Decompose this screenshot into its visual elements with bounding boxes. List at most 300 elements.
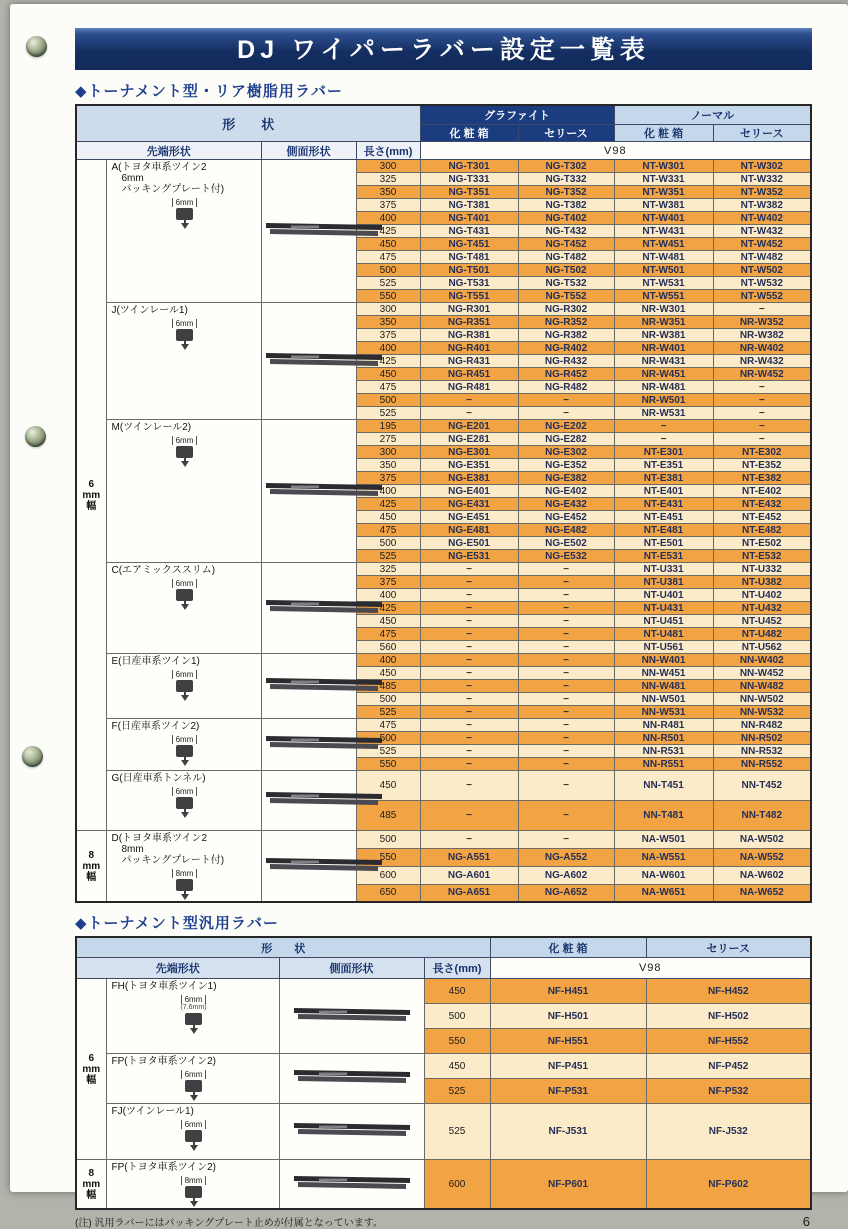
width-band-label	[76, 831, 106, 903]
part-number-cell: NG-R352	[518, 316, 614, 329]
side-profile-cell	[279, 1054, 424, 1104]
part-number-cell: NT-E352	[713, 459, 811, 472]
part-number-cell: NG-R432	[518, 355, 614, 368]
part-number-cell: NT-W482	[713, 251, 811, 264]
binder-hole	[26, 36, 47, 57]
part-number-cell: NN-W481	[614, 680, 713, 693]
tip-shape-inner	[108, 719, 260, 767]
part-number-cell: NT-E531	[614, 550, 713, 563]
length-cell: 500	[356, 264, 420, 277]
part-number-cell: NG-T452	[518, 238, 614, 251]
empty-cell: −	[713, 407, 811, 420]
tip-shape-cell	[106, 1104, 279, 1160]
part-number-cell: NF-H501	[490, 1004, 646, 1029]
length-cell: 450	[356, 771, 420, 801]
part-number-cell: NA-W501	[614, 831, 713, 849]
catalog-page	[10, 4, 848, 1229]
length-cell: 375	[356, 576, 420, 589]
empty-cell: −	[518, 641, 614, 654]
tip-shape-icon	[179, 995, 209, 1034]
arrow-down-icon	[181, 760, 189, 766]
part-number-cell: NG-R351	[420, 316, 518, 329]
part-number-cell: NG-E352	[518, 459, 614, 472]
part-number-cell: NG-E302	[518, 446, 614, 459]
blade-type-label-line: パッキングプレート付)	[111, 184, 225, 195]
width-band-label	[76, 160, 106, 831]
header-normal-box: 化 粧 箱	[614, 125, 713, 142]
part-number-cell: NN-R532	[713, 745, 811, 758]
length-cell: 450	[424, 1054, 490, 1079]
part-number-cell: NG-T382	[518, 199, 614, 212]
side-profile-image	[291, 1004, 413, 1024]
empty-cell: −	[713, 420, 811, 433]
part-number-cell: NG-T331	[420, 173, 518, 186]
blade-type-label-line: J(ツインレール1)	[111, 305, 188, 316]
band-label-line: 6	[88, 478, 95, 490]
width-band-label	[76, 1160, 106, 1210]
part-number-cell: NT-W332	[713, 173, 811, 186]
part-number-cell: NG-T332	[518, 173, 614, 186]
band-label-line: 8	[88, 849, 95, 861]
side-profile-cell	[261, 654, 356, 719]
part-number-cell: NG-E202	[518, 420, 614, 433]
blade-type-label	[112, 1162, 276, 1173]
tip-shape-inner	[108, 563, 260, 611]
part-number-cell: NN-W402	[713, 654, 811, 667]
length-cell: 275	[356, 433, 420, 446]
part-number-cell: NR-W451	[614, 368, 713, 381]
part-number-cell: NG-E301	[420, 446, 518, 459]
part-number-cell: NA-W552	[713, 848, 811, 866]
length-cell: 450	[356, 615, 420, 628]
tip-width-label: 6mm	[172, 579, 198, 588]
blade-type-label-line: パッキングプレート付)	[111, 855, 225, 866]
blade-type-label	[112, 833, 258, 866]
part-number-cell: NG-E282	[518, 433, 614, 446]
part-number-cell: NT-W502	[713, 264, 811, 277]
blade-type-label-line: E(日産車系ツイン1)	[111, 656, 200, 667]
part-number-cell: NT-E401	[614, 485, 713, 498]
length-cell: 195	[356, 420, 420, 433]
part-number-cell: NG-T352	[518, 186, 614, 199]
length-cell: 525	[356, 407, 420, 420]
binder-hole	[25, 426, 46, 447]
part-number-cell: NR-W481	[614, 381, 713, 394]
length-cell: 475	[356, 381, 420, 394]
header-tip-shape: 先端形状	[76, 142, 261, 160]
part-number-cell: NT-E381	[614, 472, 713, 485]
part-number-cell: NA-W602	[713, 866, 811, 884]
part-number-cell: NG-T351	[420, 186, 518, 199]
part-number-cell: NN-T452	[713, 771, 811, 801]
side-profile-image	[291, 1119, 413, 1139]
length-cell: 560	[356, 641, 420, 654]
part-number-cell: NN-R502	[713, 732, 811, 745]
tip-shape-inner	[108, 420, 260, 468]
empty-cell: −	[420, 719, 518, 732]
side-profile-cell	[261, 420, 356, 563]
part-number-cell: NT-U332	[713, 563, 811, 576]
arrow-down-icon	[190, 1095, 198, 1101]
tip-shape-cell	[106, 420, 261, 563]
table-row	[76, 1160, 811, 1210]
part-number-cell: NG-A551	[420, 848, 518, 866]
tip-shape-inner	[108, 1160, 278, 1208]
part-number-cell: NN-T451	[614, 771, 713, 801]
length-cell: 400	[356, 212, 420, 225]
empty-cell: −	[713, 303, 811, 316]
part-number-cell: NG-T301	[420, 160, 518, 173]
table-row	[76, 831, 811, 849]
length-cell: 375	[356, 199, 420, 212]
band-label-line: 幅	[86, 500, 97, 512]
tip-shape-inner	[108, 160, 260, 230]
blade-type-label	[112, 422, 258, 433]
length-cell: 600	[424, 1160, 490, 1210]
empty-cell: −	[420, 801, 518, 831]
length-cell: 450	[356, 368, 420, 381]
arrow-down-icon	[181, 695, 189, 701]
empty-cell: −	[420, 745, 518, 758]
part-number-cell: NT-W331	[614, 173, 713, 186]
part-number-cell: NG-T481	[420, 251, 518, 264]
tip-shape-icon	[170, 787, 200, 818]
tip-width-label: 6mm	[172, 735, 198, 744]
blade-cross-section-shape	[176, 589, 193, 601]
side-profile-cell	[261, 719, 356, 771]
length-cell: 350	[356, 186, 420, 199]
side-profile-cell	[279, 1104, 424, 1160]
blade-type-label	[112, 162, 258, 195]
part-number-cell: NT-U481	[614, 628, 713, 641]
part-number-cell: NR-W432	[713, 355, 811, 368]
part-number-cell: NG-A651	[420, 884, 518, 902]
length-cell: 475	[356, 524, 420, 537]
arrow-down-icon	[190, 1145, 198, 1151]
empty-cell: −	[518, 407, 614, 420]
table-row	[76, 1054, 811, 1079]
part-number-cell: NT-U381	[614, 576, 713, 589]
blade-type-label-line: F(日産車系ツイン2)	[111, 721, 200, 732]
length-cell: 500	[356, 537, 420, 550]
length-cell: 500	[356, 693, 420, 706]
part-number-cell: NG-R431	[420, 355, 518, 368]
header-model-v98: V98	[490, 958, 811, 979]
blade-type-label	[112, 981, 276, 992]
length-cell: 550	[356, 848, 420, 866]
part-number-cell: NT-U452	[713, 615, 811, 628]
length-cell: 450	[356, 667, 420, 680]
blade-type-label-line: FH(トヨタ車系ツイン1)	[111, 981, 217, 992]
empty-cell: −	[420, 602, 518, 615]
part-number-cell: NG-T502	[518, 264, 614, 277]
header-length: 長さ(mm)	[356, 142, 420, 160]
tip-shape-cell	[106, 771, 261, 831]
part-number-cell: NT-W401	[614, 212, 713, 225]
header-box: 化 粧 箱	[490, 937, 646, 958]
part-number-cell: NT-W351	[614, 186, 713, 199]
tip-width-label: 6mm	[181, 1120, 207, 1129]
side-profile-image	[263, 732, 385, 752]
side-profile-image	[263, 479, 385, 499]
blade-type-label	[112, 656, 258, 667]
part-number-cell: NT-W301	[614, 160, 713, 173]
empty-cell: −	[518, 719, 614, 732]
part-number-cell: NR-W452	[713, 368, 811, 381]
part-number-cell: NG-E451	[420, 511, 518, 524]
length-cell: 425	[356, 498, 420, 511]
length-cell: 525	[424, 1104, 490, 1160]
part-number-cell: NG-E351	[420, 459, 518, 472]
tip-shape-cell	[106, 719, 261, 771]
part-number-cell: NG-E431	[420, 498, 518, 511]
header-normal-sleeve: セリース	[713, 125, 811, 142]
blade-type-label-line: A(トヨタ車系ツイン2	[111, 162, 207, 173]
arrow-down-icon	[181, 461, 189, 467]
tip-width-label: 8mm	[172, 869, 198, 878]
part-number-cell: NT-E402	[713, 485, 811, 498]
part-number-cell: NG-A652	[518, 884, 614, 902]
tip-width-label: 6mm	[172, 436, 198, 445]
header-shape: 形 状	[76, 937, 490, 958]
part-number-cell: NR-W382	[713, 329, 811, 342]
table-row	[76, 420, 811, 433]
part-number-cell: NG-T431	[420, 225, 518, 238]
part-number-cell: NF-P452	[646, 1054, 811, 1079]
band-label-line: mm	[82, 1063, 101, 1075]
length-cell: 475	[356, 719, 420, 732]
side-profile-image	[291, 1172, 413, 1192]
empty-cell: −	[713, 381, 811, 394]
empty-cell: −	[420, 758, 518, 771]
side-profile-image	[263, 674, 385, 694]
tip-width-label: 6mm	[172, 670, 198, 679]
part-number-cell: NT-W551	[614, 290, 713, 303]
binder-hole	[22, 746, 43, 767]
part-number-cell: NT-E482	[713, 524, 811, 537]
part-number-cell: NT-U451	[614, 615, 713, 628]
table-row	[76, 160, 811, 173]
length-cell: 475	[356, 251, 420, 264]
header-model-v98: V98	[420, 142, 811, 160]
section-title-rear-resin-rubber: ◆トーナメント型・リア樹脂用ラバー	[75, 83, 343, 100]
part-number-cell: NG-T531	[420, 277, 518, 290]
part-number-cell: NT-U401	[614, 589, 713, 602]
length-cell: 485	[356, 680, 420, 693]
length-cell: 375	[356, 472, 420, 485]
table-row	[76, 654, 811, 667]
part-number-cell: NT-U432	[713, 602, 811, 615]
part-number-cell: NT-U561	[614, 641, 713, 654]
band-label-line: 幅	[86, 871, 97, 883]
part-number-cell: NT-E451	[614, 511, 713, 524]
part-number-cell: NG-E382	[518, 472, 614, 485]
empty-cell: −	[420, 563, 518, 576]
part-number-cell: NG-R381	[420, 329, 518, 342]
part-number-cell: NR-W401	[614, 342, 713, 355]
arrow-down-icon	[190, 1028, 198, 1034]
empty-cell: −	[518, 628, 614, 641]
side-profile-cell	[261, 771, 356, 831]
part-number-cell: NA-W652	[713, 884, 811, 902]
part-number-cell: NF-P532	[646, 1079, 811, 1104]
part-number-cell: NT-W501	[614, 264, 713, 277]
part-number-cell: NG-T401	[420, 212, 518, 225]
empty-cell: −	[518, 693, 614, 706]
empty-cell: −	[518, 654, 614, 667]
length-cell: 500	[356, 394, 420, 407]
arrow-down-icon	[181, 894, 189, 900]
part-number-cell: NN-T482	[713, 801, 811, 831]
blade-cross-section-shape	[176, 208, 193, 220]
length-cell: 550	[424, 1029, 490, 1054]
length-cell: 400	[356, 342, 420, 355]
length-cell: 450	[356, 238, 420, 251]
part-number-cell: NG-T402	[518, 212, 614, 225]
page-content	[75, 28, 812, 1229]
part-number-cell: NN-R501	[614, 732, 713, 745]
length-cell: 425	[356, 602, 420, 615]
tip-shape-icon	[179, 1176, 209, 1207]
length-cell: 300	[356, 303, 420, 316]
part-number-cell: NF-H551	[490, 1029, 646, 1054]
part-number-cell: NT-W532	[713, 277, 811, 290]
part-number-cell: NG-T302	[518, 160, 614, 173]
side-profile-cell	[279, 1160, 424, 1210]
empty-cell: −	[518, 706, 614, 719]
part-number-cell: NR-W301	[614, 303, 713, 316]
empty-cell: −	[518, 680, 614, 693]
part-number-cell: NG-T482	[518, 251, 614, 264]
header-length: 長さ(mm)	[424, 958, 490, 979]
length-cell: 525	[424, 1079, 490, 1104]
side-profile-image	[263, 854, 385, 874]
empty-cell: −	[518, 801, 614, 831]
part-number-cell: NG-R301	[420, 303, 518, 316]
part-number-cell: NA-W651	[614, 884, 713, 902]
part-number-cell: NF-H452	[646, 979, 811, 1004]
arrow-down-icon	[190, 1201, 198, 1207]
part-number-cell: NA-W502	[713, 831, 811, 849]
side-profile-image	[263, 219, 385, 239]
part-number-cell: NG-E281	[420, 433, 518, 446]
length-cell: 525	[356, 706, 420, 719]
part-number-cell: NR-W431	[614, 355, 713, 368]
empty-cell: −	[518, 831, 614, 849]
empty-cell: −	[420, 667, 518, 680]
length-cell: 525	[356, 745, 420, 758]
tip-shape-cell	[106, 303, 261, 420]
part-number-cell: NG-R402	[518, 342, 614, 355]
table-row	[76, 771, 811, 801]
tip-shape-icon	[170, 670, 200, 701]
empty-cell: −	[420, 693, 518, 706]
arrow-down-icon	[181, 223, 189, 229]
empty-cell: −	[713, 433, 811, 446]
empty-cell: −	[420, 771, 518, 801]
tip-shape-icon	[179, 1070, 209, 1101]
page-title: DJ ワイパーラバー設定一覧表	[75, 28, 812, 70]
tip-width-label: 8mm	[181, 1176, 207, 1185]
tip-shape-icon	[170, 198, 200, 229]
arrow-down-icon	[181, 812, 189, 818]
length-cell: 500	[356, 732, 420, 745]
length-cell: 600	[356, 866, 420, 884]
part-number-cell: NT-U562	[713, 641, 811, 654]
side-profile-image	[263, 349, 385, 369]
blade-type-label-line: FP(トヨタ車系ツイン2)	[111, 1056, 216, 1067]
band-label-line: 幅	[86, 1189, 97, 1201]
header-normal: ノーマル	[614, 105, 811, 125]
part-number-cell: NT-W452	[713, 238, 811, 251]
part-number-cell: NG-T451	[420, 238, 518, 251]
part-number-cell: NT-E502	[713, 537, 811, 550]
part-number-cell: NT-W552	[713, 290, 811, 303]
length-cell: 525	[356, 277, 420, 290]
part-number-cell: NT-E532	[713, 550, 811, 563]
blade-type-label-line: M(ツインレール2)	[111, 422, 192, 433]
part-number-cell: NT-E301	[614, 446, 713, 459]
part-number-cell: NT-W302	[713, 160, 811, 173]
header-tip-shape: 先端形状	[76, 958, 279, 979]
side-profile-image	[263, 788, 385, 808]
blade-cross-section-shape	[176, 446, 193, 458]
length-cell: 485	[356, 801, 420, 831]
empty-cell: −	[518, 745, 614, 758]
part-number-cell: NN-R481	[614, 719, 713, 732]
blade-cross-section-shape	[185, 1130, 202, 1142]
part-number-cell: NT-W451	[614, 238, 713, 251]
part-number-cell: NT-E382	[713, 472, 811, 485]
rear-resin-rubber-table	[75, 104, 812, 903]
length-cell: 400	[356, 589, 420, 602]
empty-cell: −	[420, 407, 518, 420]
part-number-cell: NN-R531	[614, 745, 713, 758]
empty-cell: −	[420, 576, 518, 589]
empty-cell: −	[420, 628, 518, 641]
header-graphite-sleeve: セリース	[518, 125, 614, 142]
length-cell: 550	[356, 758, 420, 771]
part-number-cell: NG-R481	[420, 381, 518, 394]
part-number-cell: NG-E402	[518, 485, 614, 498]
length-cell: 500	[356, 831, 420, 849]
part-number-cell: NR-W381	[614, 329, 713, 342]
empty-cell: −	[518, 667, 614, 680]
part-number-cell: NG-E482	[518, 524, 614, 537]
table-row	[76, 563, 811, 576]
table-row	[76, 1104, 811, 1160]
empty-cell: −	[420, 706, 518, 719]
tip-shape-inner	[108, 771, 260, 819]
arrow-down-icon	[181, 604, 189, 610]
part-number-cell: NG-E381	[420, 472, 518, 485]
part-number-cell: NT-W352	[713, 186, 811, 199]
tip-width-label: 6mm	[172, 319, 198, 328]
part-number-cell: NG-E452	[518, 511, 614, 524]
band-label-line: mm	[82, 1178, 101, 1190]
part-number-cell: NT-E481	[614, 524, 713, 537]
empty-cell: −	[518, 563, 614, 576]
empty-cell: −	[420, 654, 518, 667]
part-number-cell: NT-W402	[713, 212, 811, 225]
page-number: 6	[802, 1214, 810, 1229]
part-number-cell: NG-E502	[518, 537, 614, 550]
empty-cell: −	[420, 641, 518, 654]
part-number-cell: NF-J532	[646, 1104, 811, 1160]
table-row	[76, 719, 811, 732]
length-cell: 300	[356, 446, 420, 459]
empty-cell: −	[420, 589, 518, 602]
